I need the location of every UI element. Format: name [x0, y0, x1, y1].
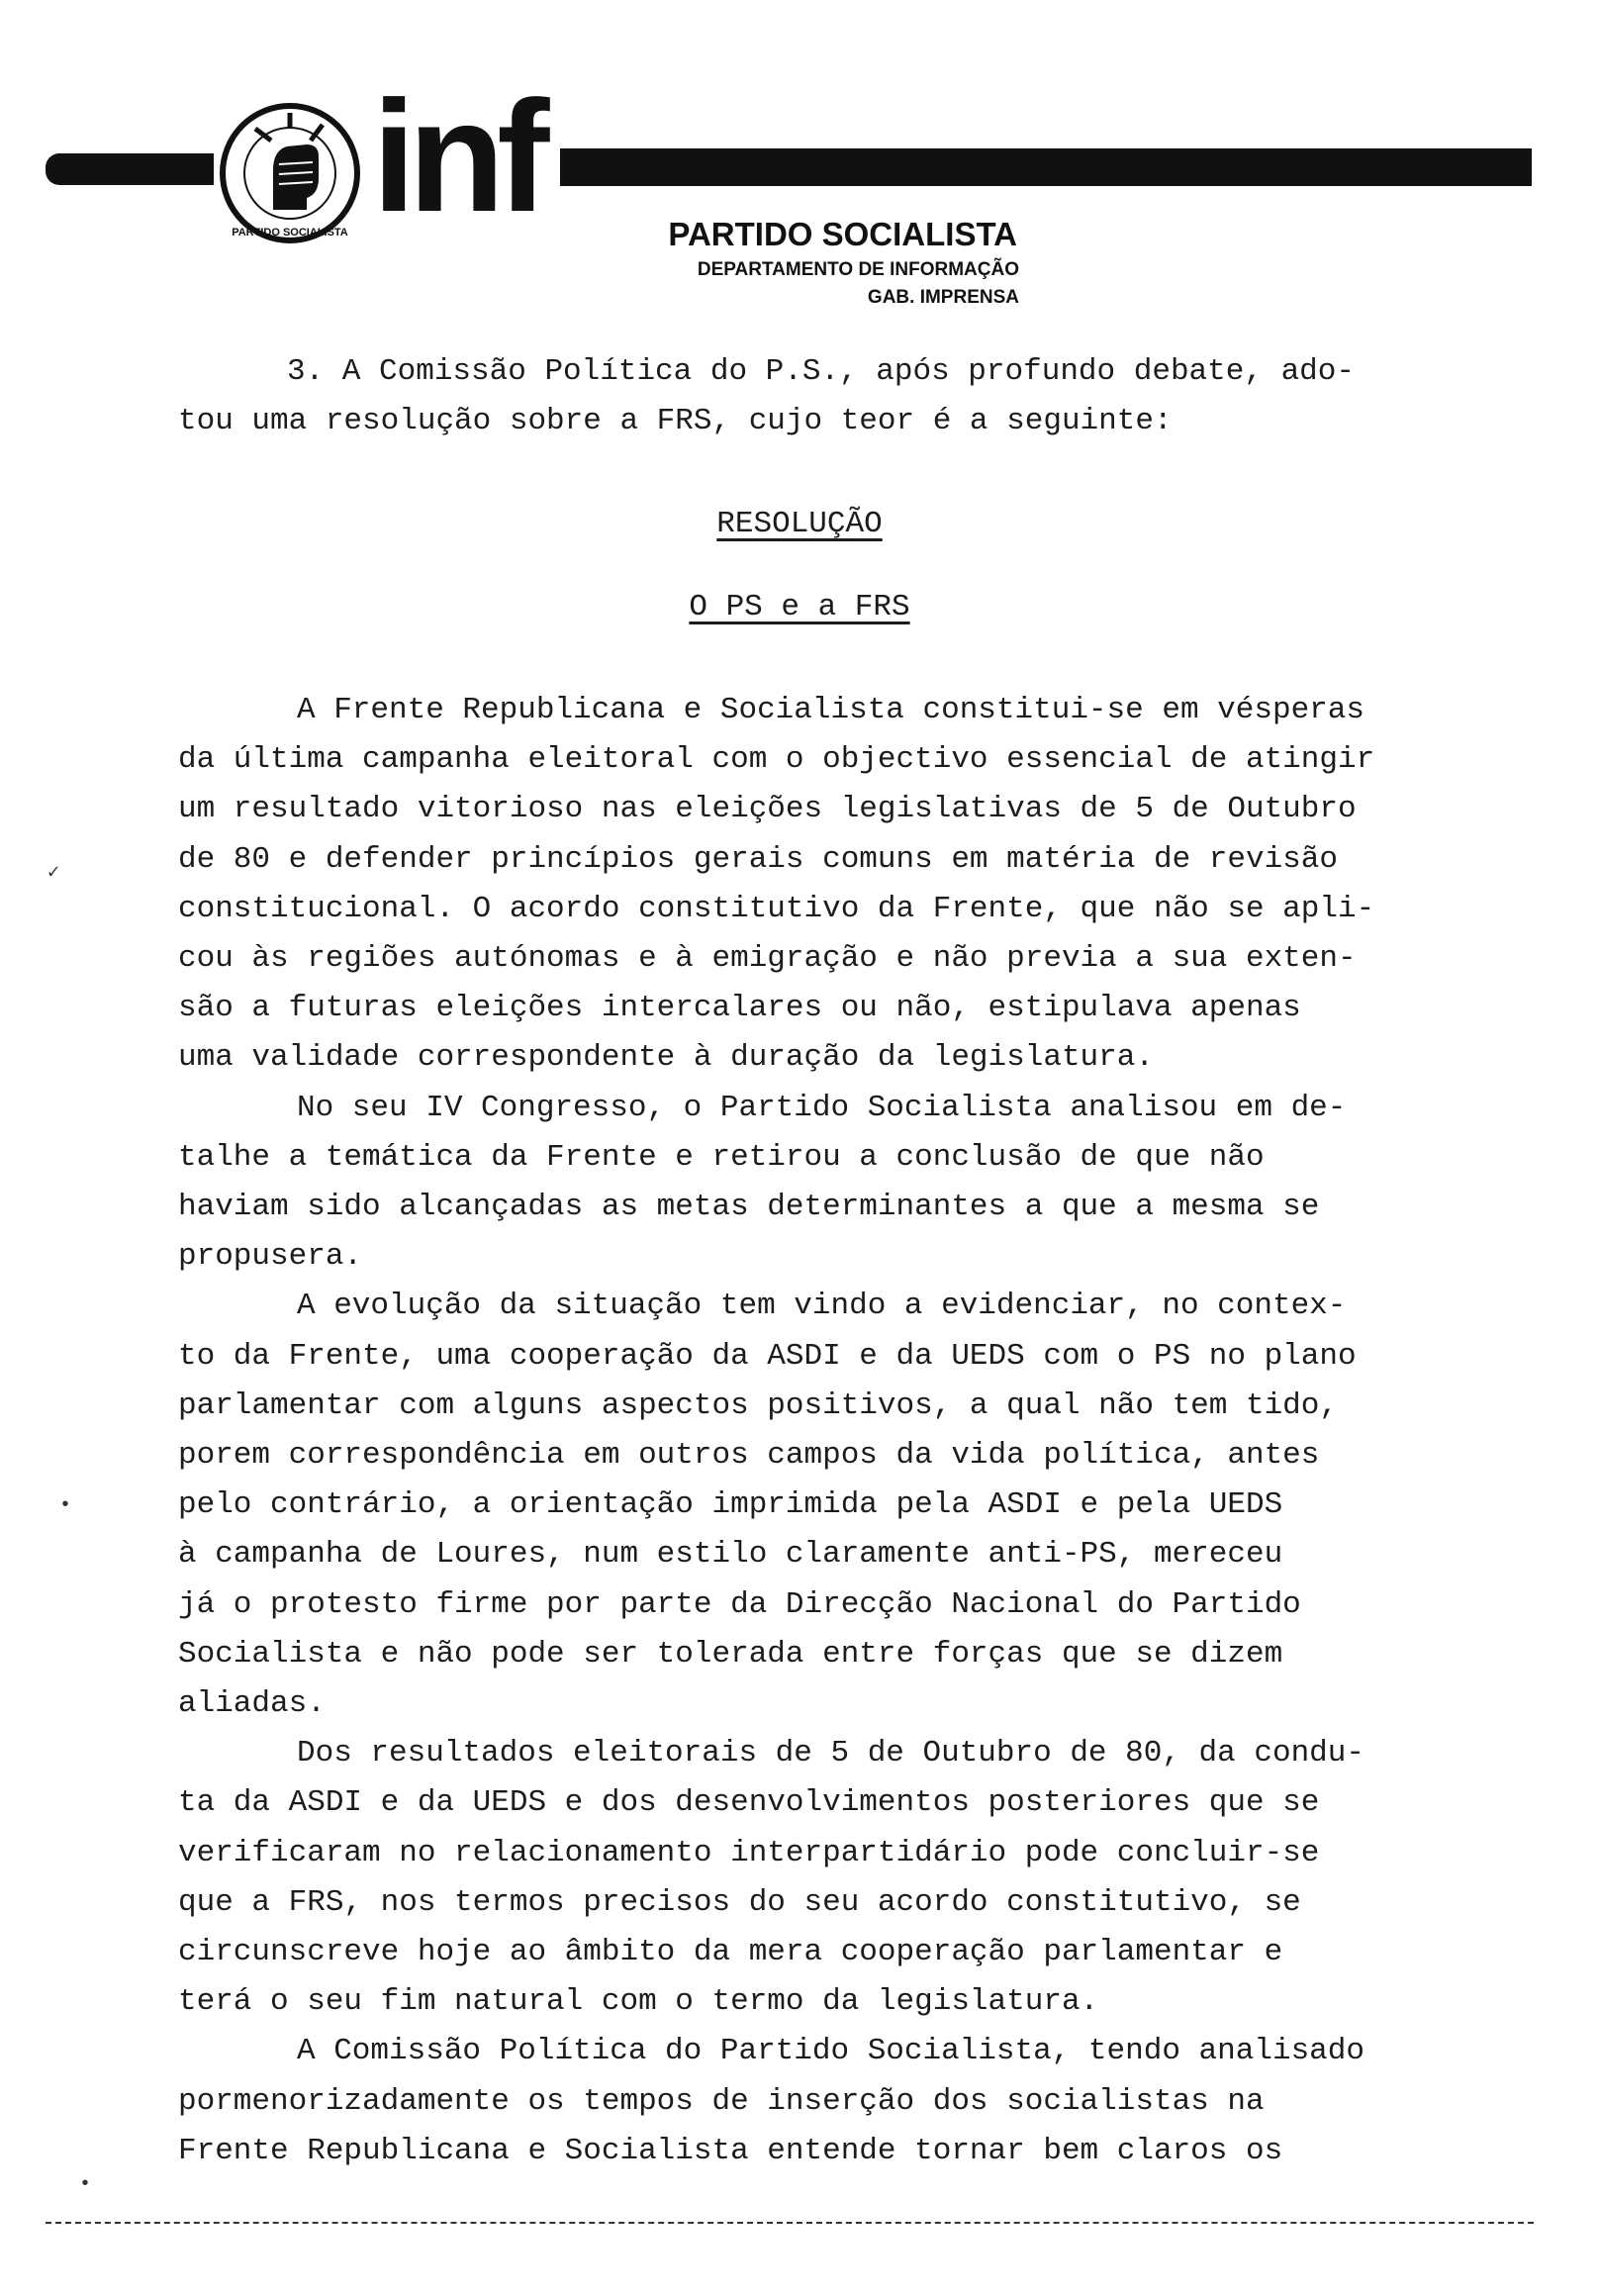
body-line: aliadas.	[178, 1686, 326, 1721]
body-line: A evolução da situação tem vindo a evidenciar, no contex-	[297, 1289, 1347, 1323]
resolution-subheading-text: O PS e a FRS	[689, 590, 910, 624]
body-line: porem correspondência em outros campos da vida política, antes	[178, 1438, 1320, 1473]
letterhead-bar-right	[560, 148, 1532, 186]
margin-mark: ✓	[47, 862, 60, 885]
body-line: Socialista e não pode ser tolerada entre forças que se dizem	[178, 1637, 1283, 1672]
body-line: são a futuras eleições intercalares ou não, estipulava apenas	[178, 991, 1301, 1025]
office-name: GAB. IMPRENSA	[867, 287, 1019, 308]
body-line: terá o seu fim natural com o termo da legislatura.	[178, 1984, 1099, 2019]
svg-text:PARTIDO SOCIALISTA: PARTIDO SOCIALISTA	[232, 227, 348, 239]
body-line: verificaram no relacionamento interpartidário pode concluir-se	[178, 1836, 1320, 1870]
body-line: talhe a temática da Frente e retirou a conclusão de que não	[178, 1140, 1265, 1175]
body-line: pelo contrário, a orientação imprimida pela ASDI e pela UEDS	[178, 1487, 1283, 1522]
body-line: pormenorizadamente os tempos de inserção dos socialistas na	[178, 2084, 1265, 2119]
body-line: A Comissão Política do Partido Socialista, tendo analisado	[297, 2034, 1364, 2068]
body-line: parlamentar com alguns aspectos positivos, a qual não tem tido,	[178, 1388, 1338, 1423]
margin-mark: •	[79, 2173, 92, 2196]
body-line: cou às regiões autónomas e à emigração e não previa a sua exten-	[178, 941, 1357, 976]
body-line: já o protesto firme por parte da Direcção Nacional do Partido	[178, 1587, 1301, 1622]
resolution-heading-text: RESOLUÇÃO	[716, 507, 883, 541]
body-line: da última campanha eleitoral com o objectivo essencial de atingir	[178, 742, 1375, 777]
body-line: propusera.	[178, 1239, 363, 1274]
intro-line: 3. A Comissão Política do P.S., após profundo debate, ado-	[287, 354, 1355, 389]
body-line: Dos resultados eleitorais de 5 de Outubro de 80, da condu-	[297, 1736, 1364, 1770]
body-line: constitucional. O acordo constitutivo da Frente, que não se apli-	[178, 892, 1375, 926]
body-line: à campanha de Loures, num estilo claramente anti-PS, mereceu	[178, 1537, 1283, 1572]
letterhead-bar-left	[46, 153, 214, 185]
body-line: ta da ASDI e da UEDS e dos desenvolvimentos posteriores que se	[178, 1785, 1320, 1820]
party-name: PARTIDO SOCIALISTA	[668, 216, 1017, 252]
body-line: to da Frente, uma cooperação da ASDI e da UEDS com o PS no plano	[178, 1339, 1357, 1374]
body-line: No seu IV Congresso, o Partido Socialista analisou em de-	[297, 1091, 1347, 1125]
body-line: Frente Republicana e Socialista entende tornar bem claros os	[178, 2134, 1283, 2168]
letterhead	[0, 0, 1599, 327]
body-line: uma validade correspondente à duração da legislatura.	[178, 1040, 1154, 1075]
body-line: um resultado vitorioso nas eleições legislativas de 5 de Outubro	[178, 792, 1357, 826]
body-line: circunscreve hoje ao âmbito da mera cooperação parlamentar e	[178, 1935, 1283, 1969]
body-line: haviam sido alcançadas as metas determinantes a que a mesma se	[178, 1190, 1320, 1224]
body-line: A Frente Republicana e Socialista constitui-se em vésperas	[297, 693, 1364, 727]
footer-rule	[46, 2222, 1534, 2224]
body-line: de 80 e defender princípios gerais comuns em matéria de revisão	[178, 842, 1338, 877]
resolution-heading	[0, 507, 1599, 541]
department-name: DEPARTAMENTO DE INFORMAÇÃO	[697, 259, 1019, 280]
logo-text: inf	[372, 67, 542, 244]
intro-line: tou uma resolução sobre a FRS, cujo teor é a seguinte:	[178, 404, 1173, 438]
margin-mark: •	[59, 1494, 72, 1517]
fist-emblem-icon	[216, 99, 364, 247]
resolution-subheading	[0, 590, 1599, 624]
body-line: que a FRS, nos termos precisos do seu acordo constitutivo, se	[178, 1885, 1301, 1920]
